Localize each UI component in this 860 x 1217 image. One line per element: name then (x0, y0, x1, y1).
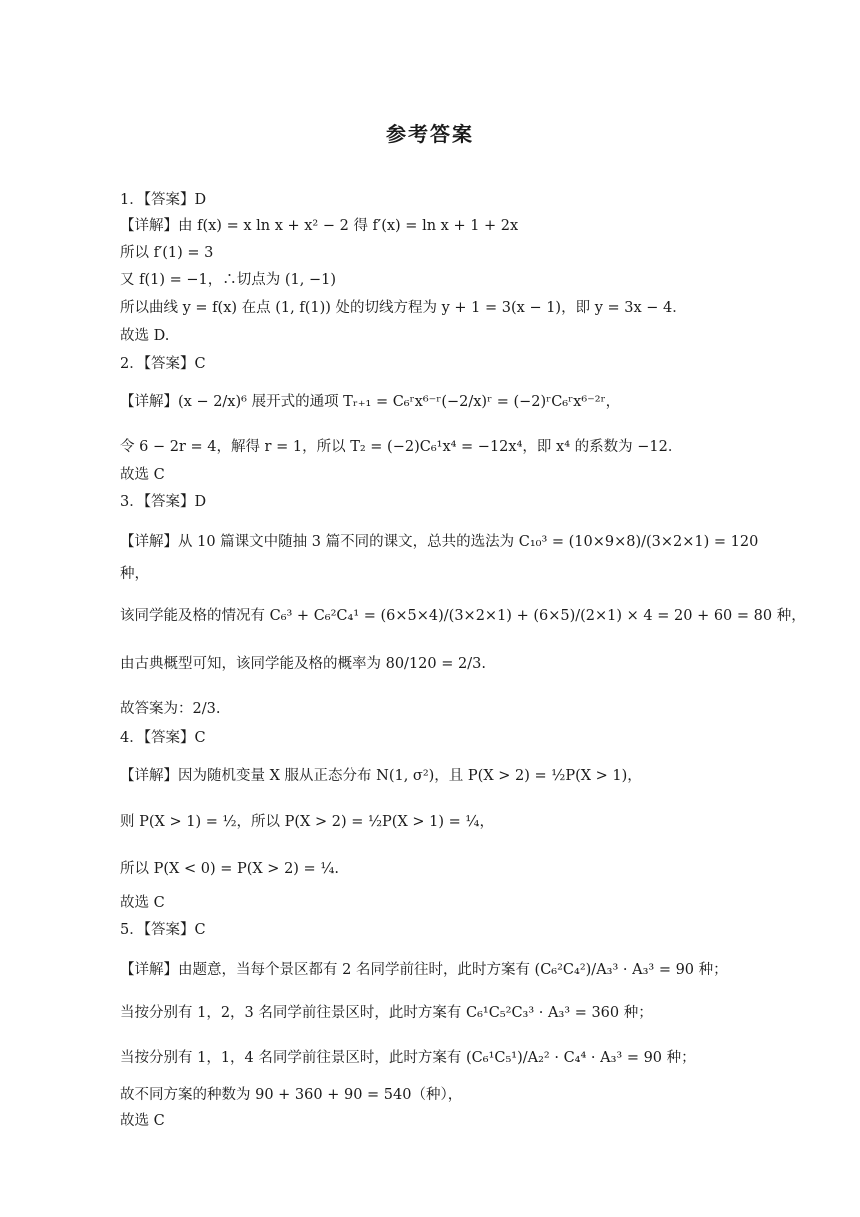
detail-4-line-2: 则 P(X > 1) = ½，所以 P(X > 2) = ½P(X > 1) = ¼， (120, 814, 494, 830)
detail-3-line-1: 【详解】从 10 篇课文中随抽 3 篇不同的课文，总共的选法为 C₁₀³ = (10×9×8)/(3×2×1) = 120 (120, 534, 759, 550)
detail-4-line-4: 故选 C (120, 895, 165, 911)
detail-5-line-3: 当按分别有 1，1，4 名同学前往景区时，此时方案有 (C₆¹C₅¹)/A₂² · C₄⁴ · A₃³ = 90 种； (120, 1050, 696, 1066)
detail-3-line-3: 该同学能及格的情况有 C₆³ + C₆²C₄¹ = (6×5×4)/(3×2×1) + (6×5)/(2×1) × 4 = 20 + 60 = 80 种， (120, 608, 806, 624)
answer-3: 3．【答案】D (120, 494, 207, 510)
detail-2-line-2: 令 6 − 2r = 4，解得 r = 1，所以 T₂ = (−2)C₆¹x⁴ = −12x⁴，即 x⁴ 的系数为 −12． (120, 439, 683, 455)
detail-1-line-3: 又 f(1) = −1，∴切点为 (1, −1) (120, 272, 336, 288)
detail-1-line-5: 故选 D. (120, 328, 170, 344)
detail-1-line-2: 所以 f′(1) = 3 (120, 245, 214, 261)
answer-1: 1．【答案】D (120, 192, 207, 208)
detail-1-line-1: 【详解】由 f(x) = x ln x + x² − 2 得 f′(x) = ln x + 1 + 2x (120, 218, 519, 234)
answer-4: 4．【答案】C (120, 730, 206, 746)
detail-5-line-5: 故选 C (120, 1113, 165, 1129)
detail-5-line-4: 故不同方案的种数为 90 + 360 + 90 = 540（种）， (120, 1087, 463, 1103)
answer-2: 2．【答案】C (120, 356, 206, 372)
detail-3-line-2: 种， (120, 566, 149, 582)
detail-4-line-3: 所以 P(X < 0) = P(X > 2) = ¼. (120, 861, 339, 877)
detail-2-line-3: 故选 C (120, 467, 165, 483)
detail-3-line-4: 由古典概型可知，该同学能及格的概率为 80/120 = 2/3. (120, 656, 486, 672)
page-title: 参考答案 (386, 122, 474, 146)
detail-4-line-1: 【详解】因为随机变量 X 服从正态分布 N(1, σ²)，且 P(X > 2) = ½P(X > 1)， (120, 768, 642, 784)
detail-1-line-4: 所以曲线 y = f(x) 在点 (1, f(1)) 处的切线方程为 y + 1 = 3(x − 1)，即 y = 3x − 4． (120, 300, 687, 316)
detail-2-line-1: 【详解】(x − 2/x)⁶ 展开式的通项 Tᵣ₊₁ = C₆ʳx⁶⁻ʳ(−2/x)ʳ = (−2)ʳC₆ʳx⁶⁻²ʳ， (120, 394, 621, 410)
detail-5-line-1: 【详解】由题意，当每个景区都有 2 名同学前往时，此时方案有 (C₆²C₄²)/A₃³ · A₃³ = 90 种； (120, 962, 728, 978)
detail-3-line-5: 故答案为：2/3. (120, 701, 221, 717)
detail-5-line-2: 当按分别有 1，2，3 名同学前往景区时，此时方案有 C₆¹C₅²C₃³ · A₃³ = 360 种； (120, 1005, 653, 1021)
answer-5: 5．【答案】C (120, 922, 206, 938)
